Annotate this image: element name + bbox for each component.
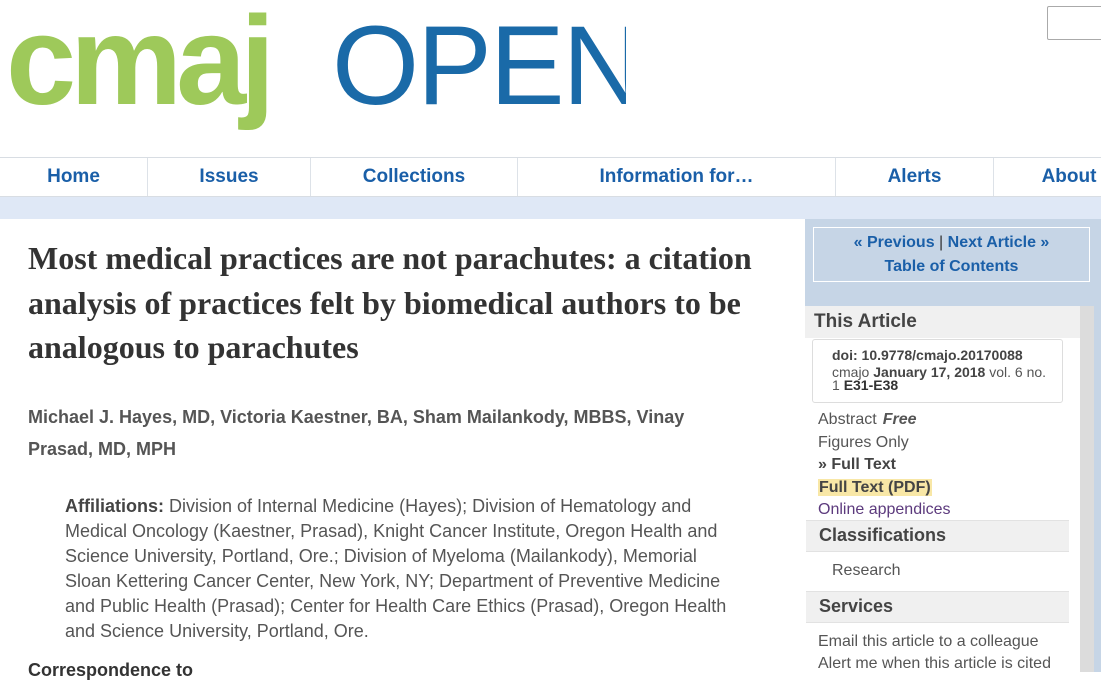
- article-navigation: [813, 227, 1090, 282]
- citation-box: [812, 339, 1063, 403]
- email-article-link[interactable]: Email this article to a colleague: [818, 633, 1039, 650]
- full-text-pdf-link[interactable]: Full Text (PDF): [819, 478, 931, 496]
- citation-alert-link[interactable]: Alert me when this article is cited: [818, 655, 1051, 672]
- services-heading: Services: [819, 596, 894, 616]
- classifications-heading: Classifications: [819, 525, 947, 545]
- services-header: [806, 591, 1069, 623]
- article-title: Most medical practices are not parachutes: a citation analysis of practices felt by biomedical authors to be analogous to parachutes: [28, 240, 752, 365]
- this-article-heading: This Article: [814, 311, 917, 332]
- research-link[interactable]: Research: [832, 562, 901, 579]
- article-header: [28, 236, 768, 465]
- logo-open-text: OPEN: [332, 10, 626, 128]
- figures-only-link[interactable]: Figures Only: [818, 433, 909, 451]
- article-authors: Michael J. Hayes, MD, Victoria Kaestner, BA, Sham Mailankody, MBBS, Vinay Prasad, MD, MPH: [28, 406, 685, 459]
- affiliations-label: Affiliations:: [65, 496, 164, 516]
- abstract-link[interactable]: Abstract: [818, 411, 877, 428]
- affiliations-text: Division of Internal Medicine (Hayes); Division of Hematology and Medical Oncology (Kaestner, Prasad), Knight Cancer Institute, Oregon Health and Science University, Portland, Ore.; Division of Myeloma (Mailankody), Memorial Sloan Kettering Cancer Center, New York, NY; Department of Preventive Medicine and Public Health (Prasad); Center for Health Care Ethics (Prasad), Oregon Health and Science University, Portland, Ore.: [65, 496, 727, 641]
- nav-home[interactable]: Home: [0, 158, 148, 196]
- doi-text: doi: 10.9778/cmajo.20170088: [832, 347, 1023, 363]
- nav-collections[interactable]: Collections: [311, 158, 518, 196]
- classifications-header: [806, 520, 1069, 552]
- online-appendices-link[interactable]: Online appendices: [818, 501, 951, 518]
- volume-issue: vol. 6 no. 1: [832, 364, 1047, 393]
- page-range: E31-E38: [843, 377, 899, 393]
- nav-issues[interactable]: Issues: [148, 158, 311, 196]
- full-text-current: » Full Text: [818, 456, 896, 473]
- main-nav: [0, 157, 1101, 197]
- nav-information-for[interactable]: Information for…: [518, 158, 836, 196]
- table-of-contents-link[interactable]: Table of Contents: [884, 258, 1019, 275]
- journal-abbrev: cmajo: [832, 364, 870, 380]
- nav-alerts[interactable]: Alerts: [836, 158, 994, 196]
- correspondence-heading: Correspondence to: [28, 660, 194, 680]
- citation-text: [832, 366, 1054, 392]
- next-article-link[interactable]: Next Article »: [947, 234, 1050, 251]
- publication-date: January 17, 2018: [873, 364, 986, 380]
- nav-about[interactable]: About: [1041, 166, 1097, 187]
- nav-separator: |: [939, 234, 944, 251]
- previous-link[interactable]: « Previous: [853, 234, 935, 251]
- sub-nav-bar: [0, 197, 1101, 219]
- logo-cmaj-text: cmaj: [6, 10, 270, 131]
- search-input[interactable]: [1047, 6, 1101, 40]
- abstract-row: [818, 409, 951, 432]
- cmaj-open-logo[interactable]: [6, 10, 626, 140]
- affiliations: [65, 494, 745, 644]
- article-version-links: [818, 409, 951, 522]
- free-label: Free: [882, 411, 917, 428]
